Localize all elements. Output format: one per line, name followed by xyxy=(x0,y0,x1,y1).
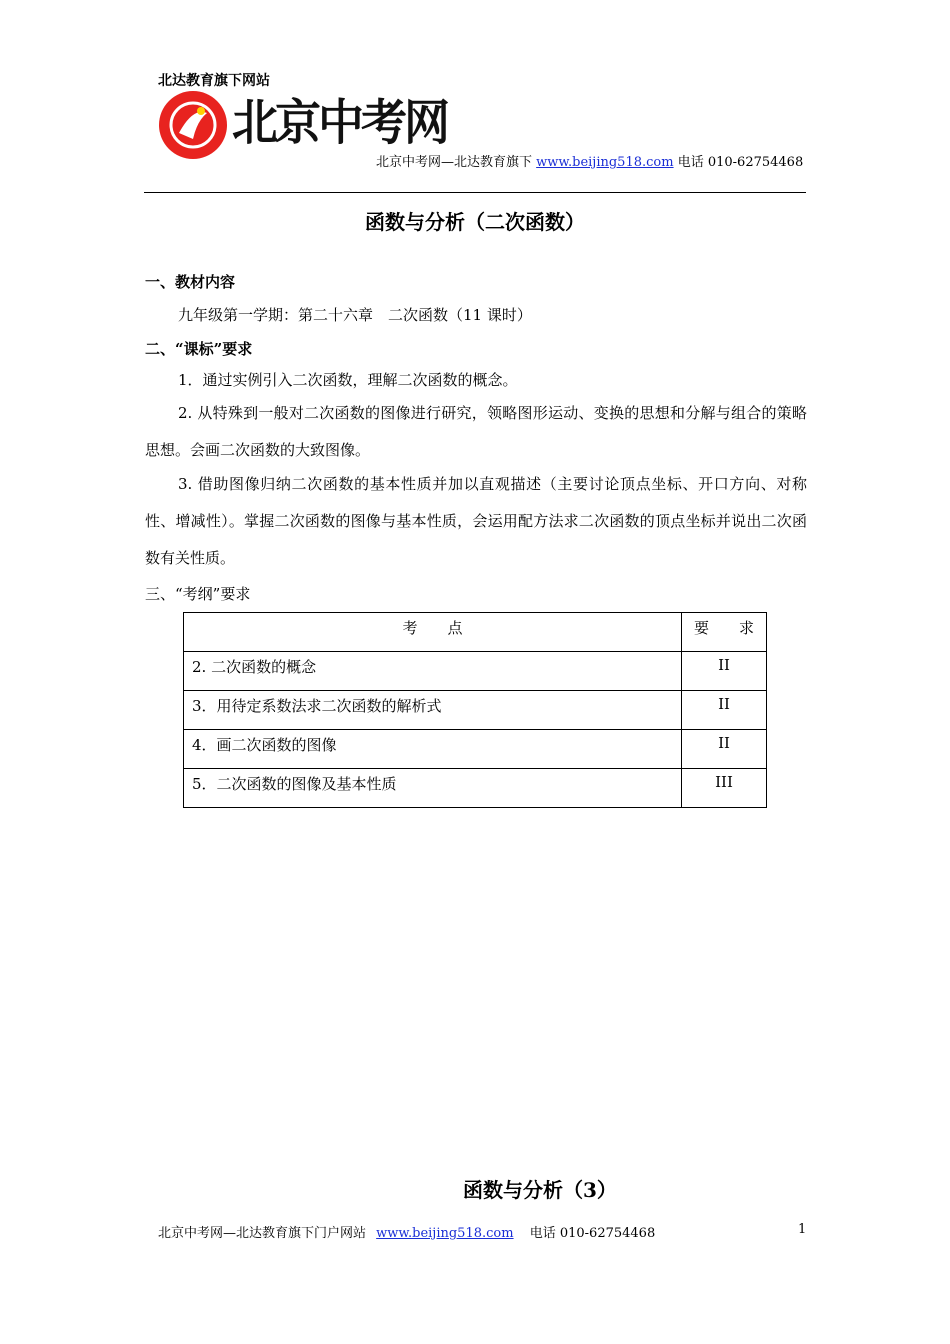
page-footer xyxy=(158,1222,655,1241)
footer-url-link[interactable]: www.beijing518.com xyxy=(376,1226,514,1241)
table-cell-level: II xyxy=(682,691,767,730)
table-cell-level: II xyxy=(682,652,767,691)
logo-name: 北京中考网 xyxy=(232,93,447,151)
table-row xyxy=(184,730,767,769)
header-info xyxy=(376,151,803,170)
table-cell-topic: 4．画二次函数的图像 xyxy=(184,730,682,769)
curriculum-item-3: 3. 借助图像归纳二次函数的基本性质并加以直观描述（主要讨论顶点坐标、开口方向、对称性、增减性）。掌握二次函数的图像与基本性质，会运用配方法求二次函数的顶点坐标并说出二次函数有关性质。 xyxy=(145,475,807,567)
header-phone: 电话 010-62754468 xyxy=(677,155,804,170)
table-header-row xyxy=(184,613,767,652)
table-cell-level: II xyxy=(682,730,767,769)
section-1-text: 九年级第一学期：第二十六章 二次函数（11 课时） xyxy=(178,306,532,324)
logo-tagline: 北达教育旗下网站 xyxy=(158,73,270,89)
curriculum-item-1: 1．通过实例引入二次函数，理解二次函数的概念。 xyxy=(178,371,518,389)
header-divider xyxy=(144,192,806,193)
footer-phone: 电话 010-62754468 xyxy=(529,1226,656,1241)
table-row xyxy=(184,652,767,691)
document-title: 函数与分析（二次函数） xyxy=(365,210,585,234)
table-header-cell: 考 点 xyxy=(184,613,682,652)
logo-emblem-icon xyxy=(159,91,227,159)
exam-requirements-table xyxy=(183,612,767,808)
section-1-heading: 一、教材内容 xyxy=(145,273,236,291)
curriculum-item-2: 2. 从特殊到一般对二次函数的图像进行研究，领略图形运动、变换的思想和分解与组合的策略思想。会画二次函数的大致图像。 xyxy=(145,404,807,459)
table-cell-topic: 3．用待定系数法求二次函数的解析式 xyxy=(184,691,682,730)
table-cell-topic: 5．二次函数的图像及基本性质 xyxy=(184,769,682,808)
table-header-cell: 要 求 xyxy=(682,613,767,652)
section-3-heading: 三、“考纲”要求 xyxy=(145,585,251,603)
table-row xyxy=(184,769,767,808)
footer-title: 函数与分析（3） xyxy=(463,1178,617,1202)
footer-prefix: 北京中考网—北达教育旗下门户网站 xyxy=(158,1226,367,1241)
page-number: 1 xyxy=(798,1222,807,1237)
table-row xyxy=(184,691,767,730)
header-info-prefix: 北京中考网—北达教育旗下 xyxy=(376,155,533,170)
table-cell-level: III xyxy=(682,769,767,808)
header-url-link[interactable]: www.beijing518.com xyxy=(536,155,674,170)
section-2-heading: 二、“课标”要求 xyxy=(145,340,253,358)
table-cell-topic: 2. 二次函数的概念 xyxy=(184,652,682,691)
